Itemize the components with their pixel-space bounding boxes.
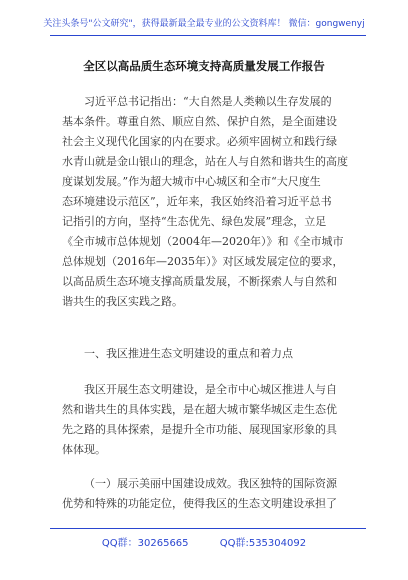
footer [0,534,408,549]
header-divider [50,35,366,36]
text-line: 先之路的具体探索，是提升全市功能、展现国家形象的具 [62,423,337,436]
section-heading [62,344,352,364]
text-line: （一）展示美丽中国建设成效。我区独特的国际资源 [84,477,337,490]
text-line: 谐共生的我区实践之路。 [62,295,183,308]
text-line: 基本条件。尊重自然、顺应自然、保护自然，是全面建设 [62,115,337,128]
text-line: 社会主义现代化国家的内在要求。必须牢固树立和践行绿 [62,135,337,148]
footer-qq-group-2: QQ群:535304092 [219,538,307,549]
text-line: 水青山就是金山银山的理念，站在人与自然和谐共生的高度 [62,155,348,168]
text-line: 态环境建设示范区”，近年来，我区始终沿着习近平总书 [62,195,332,208]
text-line: 我区开展生态文明建设，是全市中心城区推进人与自 [84,383,337,396]
text-line: 度谋划发展。”作为超大城市中心城区和全市“大尺度生 [62,175,321,188]
heading-text: 一、我区推进生态文明建设的重点和着力点 [84,347,293,360]
text-line: 习近平总书记指出：“大自然是人类赖以生存发展的 [84,95,332,108]
header-note: 关注头条号"公文研究"，获得最新最全最专业的公文资料库！ 微信：gongwenyj [43,19,365,29]
footer-divider [50,528,366,529]
paragraph-practice [62,380,352,460]
document-title: 全区以高品质生态环境支持高质量发展工作报告 [83,59,325,73]
text-line: 记指引的方向，坚持“生态优先、绿色发展”理念，立足 [62,215,327,228]
text-line: 总体规划（2016年—2035年）》对区域发展定位的要求， [62,255,344,268]
text-line: 优势和特殊的功能定位，使得我区的生态文明建设承担了 [62,497,337,510]
text-line: 体体现。 [62,443,106,456]
text-line: 然和谐共生的具体实践，是在超大城市繁华城区走生态优 [62,403,337,416]
text-line: 以高品质生态环境支撑高质量发展，不断探索人与自然和 [62,275,337,288]
footer-qq-group-1: QQ群：30265665 [101,538,189,549]
text-line: 《全市城市总体规划（2004年—2020年）》和《全市城市 [62,235,344,248]
paragraph-intro [62,92,352,312]
paragraph-showcase [62,474,352,514]
